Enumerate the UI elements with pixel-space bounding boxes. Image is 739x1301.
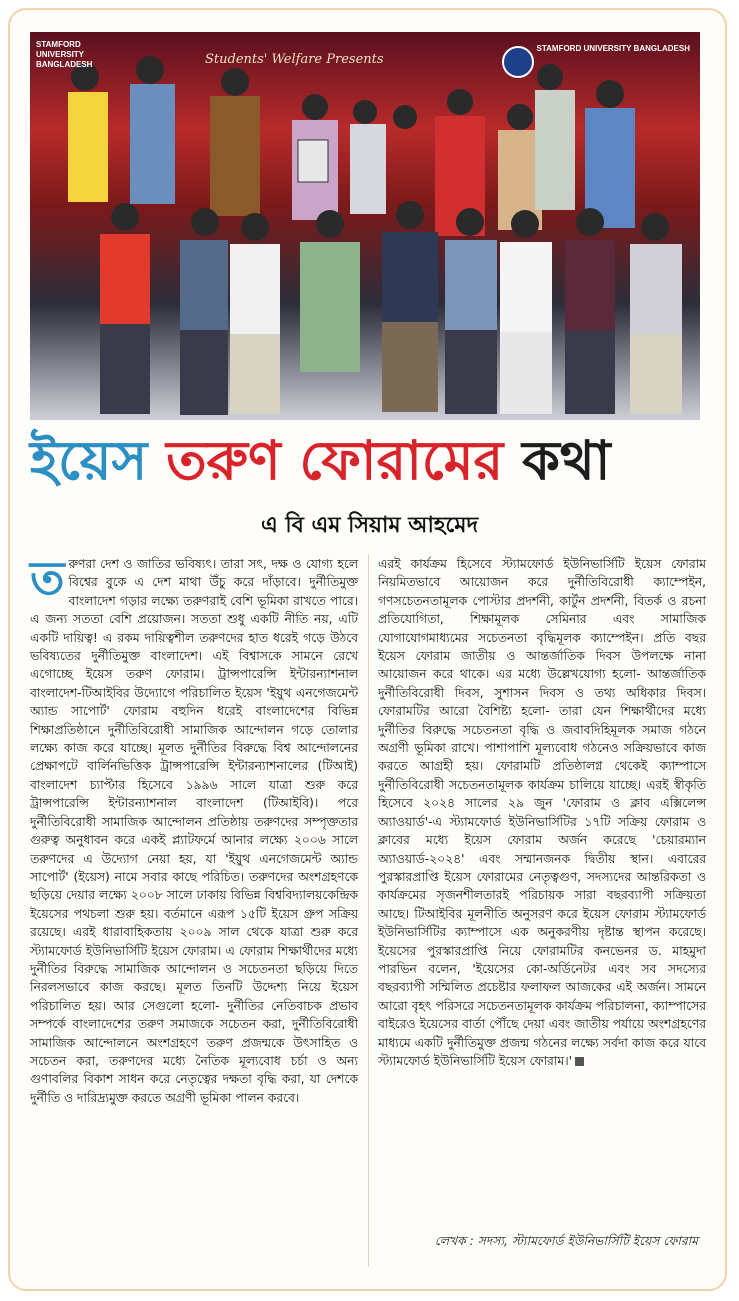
right-column-text: এরই কার্যক্রম হিসেবে স্ট্যামফোর্ড ইউনিভার্সিটি ইয়েস ফোরাম নিয়মিতভাবে আয়োজন করে দুর্নীতিবিরোধী ক্যাম্পেইন, গণসচেতনতামূলক পোস্টার প্রদর্শনী, কার্টুন প্রদর্শনী, বিতর্ক ও রচনা প্রতিযোগিতা, শিক্ষামূলক সেমিনার এবং সামাজিক যোগাযোগমাধ্যমের সচেতনতা বৃদ্ধিমূলক ক্যাম্পেইন। প্রতি বছর ইয়েস ফোরাম জাতীয় ও আন্তর্জাতিক দিবস উপলক্ষে নানা আয়োজন করে থাকে। এর মধ্যে উল্লেখযোগ্য হলো- আন্তর্জাতিক দুর্নীতিবিরোধী দিবস, সুশাসন দিবস ও তথ্য অধিকার দিবস। ফোরামটির আরো বৈশিষ্ট্য হলো- তারা যেন শিক্ষার্থীদের মধ্যে দুর্নীতির বিরুদ্ধে সচেতনতা বৃদ্ধি ও জবাবদিহিমূলক সমাজ গঠনে অগ্রণী ভূমিকা রাখে। পাশাপাশি মূল্যবোধ গঠনেও সক্রিয়ভাবে কাজ করতে আগ্রহী হয়। ফোরামটি প্রতিষ্ঠালগ্ন থেকেই ক্যাম্পাসে দুর্নীতিবিরোধী সচেতনতামূলক কার্যক্রম চালিয়ে যাচ্ছে। এরই স্বীকৃতি হিসেবে ২০২৪ সালের ২৯ জুন 'ফোরাম ও ক্লাব এক্সিলেন্স অ্যাওয়ার্ড'-এ স্ট্যামফোর্ড ইউনিভার্সিটির ১৭টি সক্রিয় ফোরাম ও ক্লাবের মধ্যে ইয়েস ফোরাম অর্জন করেছে 'চেয়ারম্যান অ্যাওয়ার্ড-২০২৪' এবং সম্মানজনক দ্বিতীয় স্থান। এবারের পুরস্কারপ্রাপ্তি ইয়েস ফোরামের নেতৃত্বগুণ, সদস্যদের আন্তরিকতা ও কার্যক্রমের সৃজনশীলতারই পরিচায়ক সারা বছরব্যাপী সক্রিয়তা আছে। টিআইবির মূলনীতি অনুসরণ করে ইয়েস ফোরাম স্ট্যামফোর্ড ইউনিভার্সিটির ক্যাম্পাসে এক অনুকরণীয় দৃষ্টান্ত স্থাপন করেছে। ইয়েসের পুরস্কারপ্রাপ্তি নিয়ে ফোরামটির কনভেনর ড. মাহমুদা পারভিন বলেন, 'ইয়েসের কো-অর্ডিনেটর এবং সব সদস্যের বছরব্যাপী সম্মিলিত প্রচেষ্টার ফলাফল আজকের এই অর্জন। সামনে আরো বৃহৎ পরিসরে সচেতনতামূলক কার্যক্রম পরিচালনা, ক্যাম্পাসের বাইরেও ইয়েসের বার্তা পৌঁছে দেয়া এবং জাতীয় পর্যায়ে অংশগ্রহণের মাধ্যমে একটি দুর্নীতিমুক্ত প্রজন্ম গঠনের লক্ষ্যে সর্বদা কাজ করে যাবে স্ট্যামফোর্ড ইউনিভার্সিটি ইয়েস ফোরাম।' xyxy=(378,557,706,1068)
dropcap: ত xyxy=(30,551,65,605)
group-photo-people xyxy=(30,32,700,420)
university-logo-right: STAMFORD UNIVERSITY BANGLADESH xyxy=(536,44,690,53)
article-column-right xyxy=(378,555,706,1070)
author-note: লেখক : সদস্য, স্ট্যামফোর্ড ইউনিভার্সিটি ইয়েস ফোরাম xyxy=(434,1234,698,1248)
seal-logo xyxy=(502,46,534,78)
article-body xyxy=(30,551,706,1275)
byline: এ বি এম সিয়াম আহমেদ xyxy=(260,513,479,538)
university-logo-left: STAMFORD UNIVERSITY BANGLADESH xyxy=(36,40,93,69)
group-photo xyxy=(30,32,700,420)
left-column-text: রুণরা দেশ ও জাতির ভবিষ্যৎ। তারা সৎ, দক্ষ ও যোগ্য হলে বিশ্বের বুকে এ দেশ মাথা উঁচু করে দাঁড়াবে। দুর্নীতিমুক্ত বাংলাদেশ গড়ার লক্ষ্যে তরুণরাই বেশি ভূমিকা রাখতে পারে। এ জন্য সততা বেশি প্রয়োজন। সততা শুধু একটি নীতি নয়, এটি একটি দায়িত্ব! এ রকম দায়িত্বশীল তরুণদের হাত ধরেই গড়ে উঠবে ভবিষ্যতের দুর্নীতিমুক্ত বাংলাদেশ। এই বিশ্বাসকে সামনে রেখে এগোচ্ছে ইয়েস তরুণ ফোরাম। ট্রান্সপারেন্সি ইন্টারন্যাশনাল বাংলাদেশ-টিআইবির উদ্যোগে পরিচালিত ইয়েস 'ইয়ুথ এনগেজমেন্ট অ্যান্ড সাপোর্ট' ফোরাম বহুদিন ধরেই বাংলাদেশের বিভিন্ন শিক্ষাপ্রতিষ্ঠানে দুর্নীতিবিরোধী সামাজিক আন্দোলন গড়ে তোলার লক্ষ্যে কাজ করে যাচ্ছে। মূলত দুর্নীতির বিরুদ্ধে বিশ্ব আন্দোলনের প্রেক্ষাপটে বার্লিনভিত্তিক ট্রান্সপারেন্সি ইন্টারন্যাশনালের (টিআই) বাংলাদেশ চ্যাপ্টার হিসেবে ১৯৯৬ সালে যাত্রা শুরু করে ট্রান্সপারেন্সি ইন্টারন্যাশনাল বাংলাদেশ (টিআইবি)। পরে দুর্নীতিবিরোধী সামাজিক আন্দোলন প্রতিষ্ঠায় তরুণদের সম্পৃক্ততার গুরুত্ব অনুধাবন করে একই প্ল্যাটফর্মে আনার লক্ষ্যে ২০০৬ সালে তরুণদের এ উদ্যোগ নেয়া হয়, যা 'ইয়ুথ এনগেজমেন্ট অ্যান্ড সাপোর্ট' (ইয়েস) নামে সবার কাছে পরিচিত। তরুণদের অংশগ্রহণকে ছড়িয়ে দেয়ার লক্ষ্যে ২০০৮ সালে ঢাকায় বিভিন্ন বিশ্ববিদ্যালয়কেন্দ্রিক ইয়েসের পথচলা শুরু হয়। বর্তমানে এরূপ ১৫টি ইয়েস গ্রুপ সক্রিয় রয়েছে। এরই ধারাবাহিকতায় ২০০৯ সাল থেকে যাত্রা শুরু করে স্ট্যামফোর্ড ইউনিভার্সিটি ইয়েস ফোরাম। এ ফোরাম শিক্ষার্থীদের মধ্যে দুর্নীতির বিরুদ্ধে সামাজিক আন্দোলন ও সচেতনতা ছড়িয়ে দিতে নিরলসভাবে কাজ করছে। মূলত তিনটি উদ্দেশ্য নিয়ে ইয়েস পরিচালিত হয়। আর সেগুলো হলো- দুর্নীতির নেতিবাচক প্রভাব সম্পর্কে বাংলাদেশের তরুণ সমাজকে সচেতন করা, দুর্নীতিবিরোধী সামাজিক আন্দোলনে অংশগ্রহণে তরুণ প্রজন্মকে উৎসাহিত ও সচেতন করা, তরুণদের মধ্যে নৈতিক মূল্যবোধ চর্চা ও অন্য গুণাবলির বিকাশ সাধন করে নেতৃত্বের দক্ষতা বৃদ্ধি করা, যা দেশকে দুর্নীতি ও দারিদ্র্যমুক্ত করতে অগ্রণী ভূমিকা পালন করবে। xyxy=(30,557,358,1105)
article-column-left xyxy=(30,551,358,1107)
headline-part-2: তরুণ ফোরামের xyxy=(166,429,504,492)
end-mark-icon xyxy=(575,1057,584,1066)
photo-banner-text: Students' Welfare Presents xyxy=(205,52,384,67)
headline-part-3: কথা xyxy=(503,429,611,492)
headline xyxy=(30,428,710,498)
column-divider xyxy=(368,555,369,1267)
headline-part-1: ইয়েস xyxy=(30,429,167,492)
